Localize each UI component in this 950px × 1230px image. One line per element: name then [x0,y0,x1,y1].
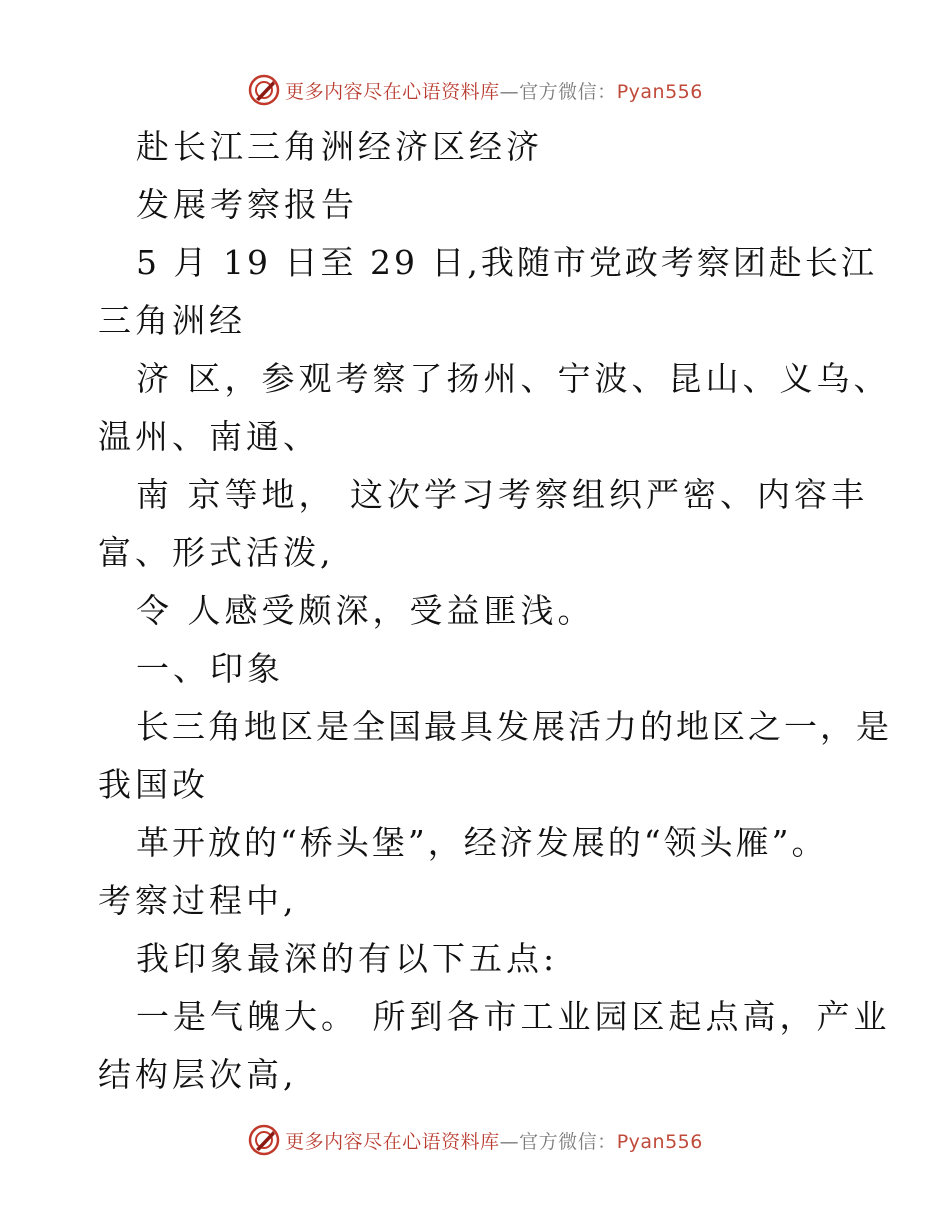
paragraph-line: 我国改 [98,765,209,804]
paragraph-line: 结构层次高, [98,1055,298,1094]
paragraph-line: 我印象最深的有以下五点: [136,939,559,978]
footer-banner [0,1118,950,1162]
paragraph-line: 一是气魄大。 所到各市工业园区起点高，产业 [136,997,891,1036]
paragraph-line: 富、形式活泼, [98,533,335,572]
header-banner [0,68,950,112]
paragraph-line: 考察过程中, [98,881,298,920]
doc-title-line-1: 赴长江三角洲经济区经济 [136,127,543,166]
paragraph-line: 南 京等地， 这次学习考察组织严密、内容丰 [136,475,868,514]
paragraph-line: 济 区，参观考察了扬州、宁波、昆山、义乌、 [136,359,891,398]
paragraph-line: 温州、南通、 [98,417,320,456]
section-heading: 一、印象 [136,649,284,688]
paragraph-line: 三角洲经 [98,301,246,340]
brand-logo-icon [247,73,281,107]
banner-text: 更多内容尽在心语资料库—官方微信：Pyan556 [285,1130,703,1153]
banner-text: 更多内容尽在心语资料库—官方微信：Pyan556 [285,80,703,103]
paragraph-line: 长三角地区是全国最具发展活力的地区之一，是 [136,707,892,746]
paragraph-line: 5 月 19 日至 29 日,我随市党政考察团赴长江 [136,243,877,282]
doc-title-line-2: 发展考察报告 [136,185,358,224]
brand-logo-icon [247,1123,281,1157]
paragraph-line: 令 人感受颇深，受益匪浅。 [136,591,595,630]
paragraph-line: 革开放的“桥头堡”，经济发展的“领头雁”。 [136,823,828,862]
